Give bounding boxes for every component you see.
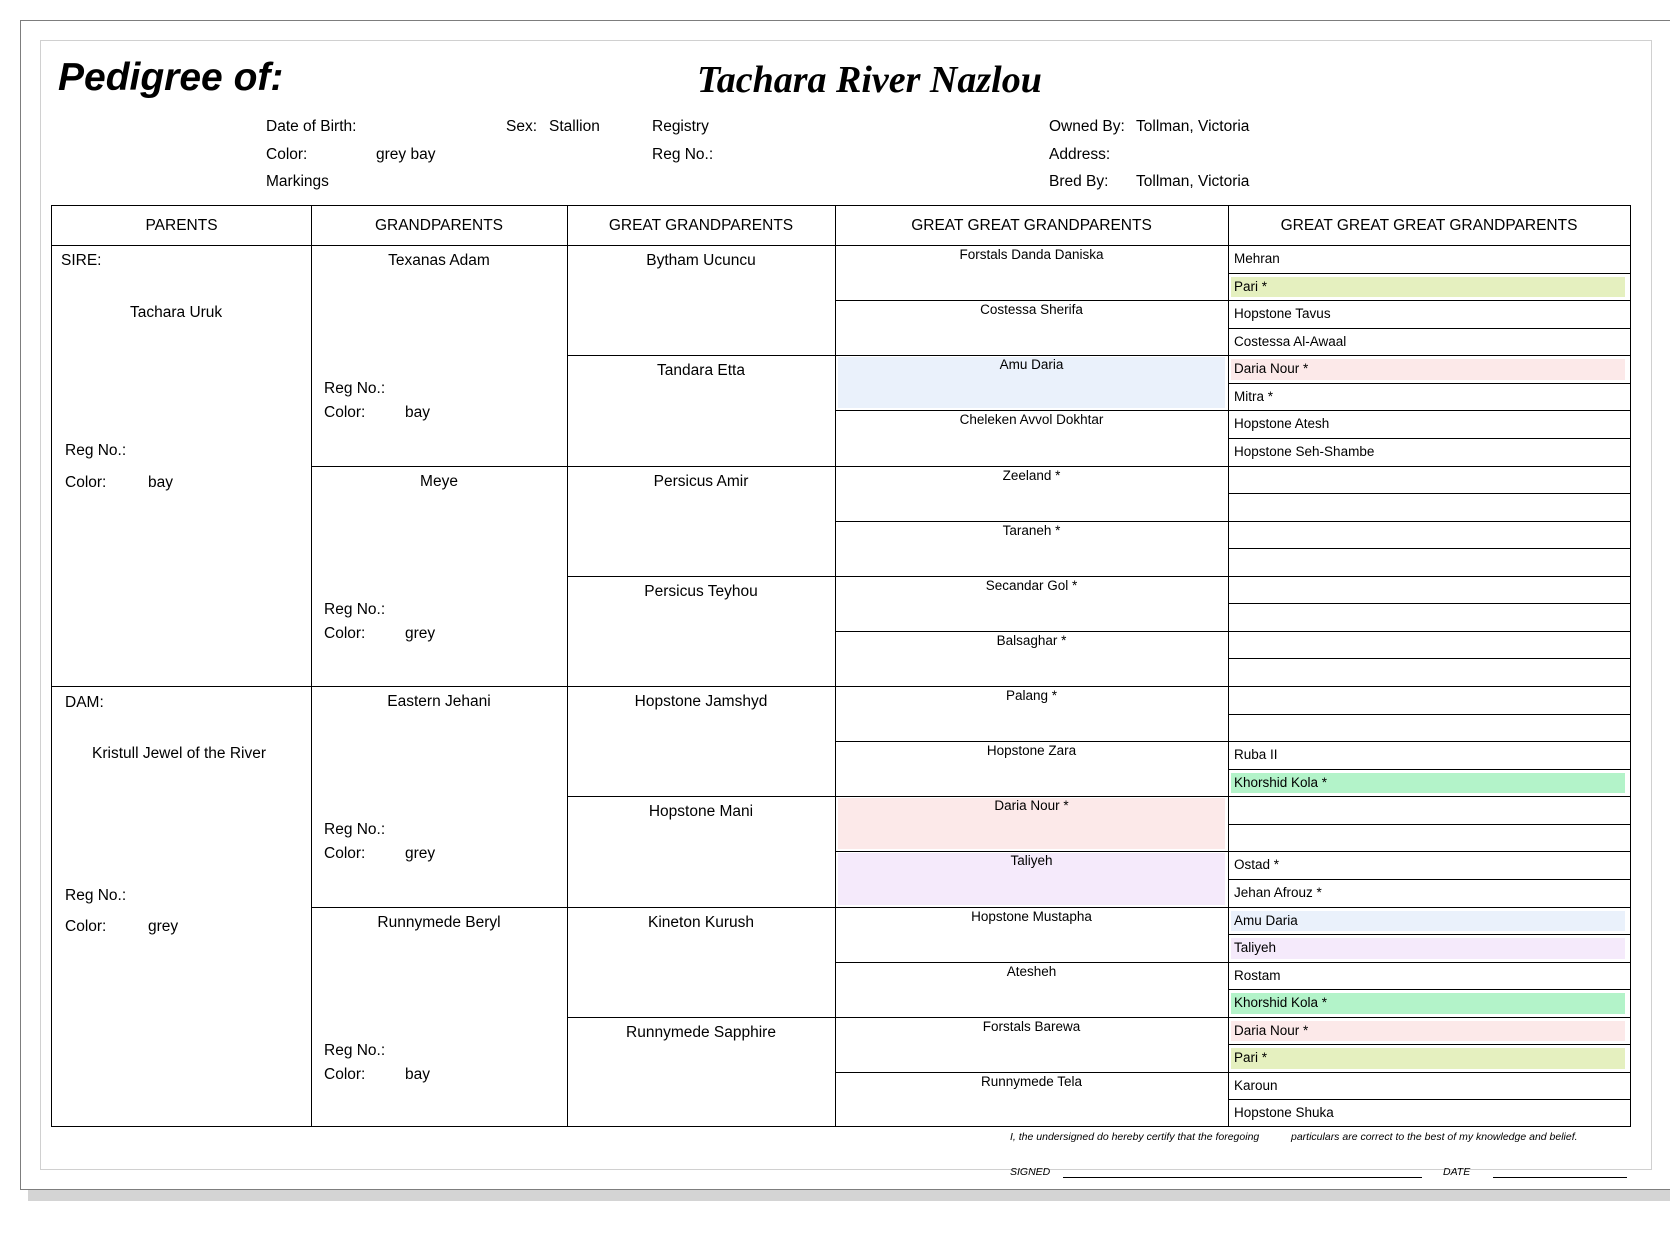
row-divider bbox=[1228, 576, 1630, 577]
row-divider bbox=[1228, 962, 1630, 963]
bred-by-label: Bred By: bbox=[1049, 173, 1109, 190]
row-divider bbox=[1228, 493, 1630, 494]
signed-label: SIGNED bbox=[1010, 1166, 1051, 1178]
dam-color-value: grey bbox=[148, 918, 179, 935]
row-divider bbox=[1228, 1017, 1630, 1018]
row-divider bbox=[1228, 1044, 1630, 1045]
row-divider bbox=[1228, 907, 1630, 908]
certify-text-2: particulars are correct to the best of my knowledge and belief. bbox=[1291, 1131, 1578, 1143]
row-divider bbox=[1228, 521, 1630, 522]
ggg-grandparent-name: Rostam bbox=[1234, 967, 1281, 983]
row-divider bbox=[1228, 466, 1630, 467]
ggg-grandparent-name: Ostad * bbox=[1234, 857, 1280, 873]
row-divider bbox=[1228, 355, 1630, 356]
sire-label: SIRE: bbox=[61, 252, 102, 269]
gg-grandparent-name: Daria Nour * bbox=[994, 798, 1069, 814]
grandparent-regno-label: Reg No.: bbox=[324, 1041, 386, 1059]
dam-name: Kristull Jewel of the River bbox=[92, 745, 267, 762]
ggg-grandparent-name: Daria Nour * bbox=[1234, 361, 1309, 377]
gg-grandparent-name: Costessa Sherifa bbox=[980, 302, 1083, 318]
gg-grandparent-name: Forstals Barewa bbox=[982, 1018, 1081, 1034]
ggg-grandparent-name: Hopstone Atesh bbox=[1234, 416, 1330, 432]
grandparent-name: Runnymede Beryl bbox=[377, 913, 501, 931]
great-grandparent-name: Persicus Teyhou bbox=[644, 582, 758, 600]
gg-grandparent-name: Hopstone Zara bbox=[986, 743, 1077, 759]
row-divider bbox=[1228, 741, 1630, 742]
grandparent-color-label: Color: bbox=[324, 404, 366, 421]
date-line[interactable] bbox=[1493, 1177, 1627, 1178]
color-label: Color: bbox=[266, 146, 308, 163]
ggg-grandparent-name: Ruba II bbox=[1234, 747, 1278, 763]
great-grandparent-name: Hopstone Jamshyd bbox=[634, 693, 768, 710]
grandparent-regno-label: Reg No.: bbox=[324, 600, 386, 618]
pedigree-title-label: Pedigree of: bbox=[58, 56, 284, 99]
address-label: Address: bbox=[1049, 146, 1111, 163]
gg-grandparent-name: Amu Daria bbox=[999, 357, 1064, 373]
row-divider bbox=[1228, 879, 1630, 880]
sire-color-value: bay bbox=[148, 474, 173, 491]
ggg-grandparent-name: Hopstone Tavus bbox=[1234, 306, 1331, 322]
markings-label: Markings bbox=[266, 173, 329, 190]
column-divider bbox=[311, 205, 312, 1127]
row-divider bbox=[1228, 989, 1630, 990]
grandparent-regno-label: Reg No.: bbox=[324, 821, 386, 838]
registry-label: Registry bbox=[652, 118, 709, 135]
header-ggg-grandparents: GREAT GREAT GREAT GRANDPARENTS bbox=[1280, 217, 1578, 234]
sire-regno-label: Reg No.: bbox=[65, 442, 127, 459]
ggg-grandparent-name: Costessa Al-Awaal bbox=[1234, 333, 1347, 349]
column-divider bbox=[835, 205, 836, 1127]
ggg-grandparent-name: Karoun bbox=[1234, 1077, 1278, 1093]
grandparent-color-label: Color: bbox=[324, 624, 366, 642]
gg-grandparent-name: Taliyeh bbox=[1010, 853, 1053, 869]
sex-label: Sex: bbox=[506, 118, 538, 135]
certify-text-1: I, the undersigned do hereby certify that the foregoing bbox=[1010, 1131, 1260, 1143]
row-divider bbox=[1228, 658, 1630, 659]
ggg-grandparent-name: Pari * bbox=[1234, 278, 1268, 294]
ggg-grandparent-name: Mitra * bbox=[1234, 388, 1274, 404]
great-grandparent-name: Tandara Etta bbox=[657, 362, 745, 380]
ggg-grandparent-name: Jehan Afrouz * bbox=[1234, 884, 1322, 900]
row-divider bbox=[1228, 714, 1630, 715]
gg-grandparent-name: Hopstone Mustapha bbox=[971, 908, 1092, 924]
grandparent-color-label: Color: bbox=[324, 845, 366, 862]
owned-by-value: Tollman, Victoria bbox=[1136, 118, 1250, 135]
column-divider bbox=[567, 205, 568, 1127]
gg-grandparent-name: Secandar Gol * bbox=[985, 577, 1078, 593]
great-grandparent-name: Hopstone Mani bbox=[648, 803, 754, 821]
grandparent-regno-label: Reg No.: bbox=[324, 380, 386, 397]
great-grandparent-name: Persicus Amir bbox=[653, 472, 749, 490]
sex-value: Stallion bbox=[549, 118, 600, 135]
gg-grandparent-name: Runnymede Tela bbox=[980, 1073, 1083, 1089]
ggg-grandparent-name: Hopstone Shuka bbox=[1234, 1105, 1334, 1121]
grandparent-name: Texanas Adam bbox=[388, 252, 490, 269]
grandparent-color-value: grey bbox=[405, 624, 436, 642]
row-divider bbox=[1228, 438, 1630, 439]
row-divider bbox=[1228, 769, 1630, 770]
dam-color-label: Color: bbox=[65, 918, 107, 935]
header-gg-grandparents: GREAT GREAT GRANDPARENTS bbox=[911, 217, 1152, 234]
grandparent-color-value: bay bbox=[405, 1065, 430, 1083]
row-divider bbox=[1228, 686, 1630, 687]
dam-regno-label: Reg No.: bbox=[65, 887, 127, 904]
ggg-grandparent-name: Mehran bbox=[1234, 251, 1280, 266]
row-divider bbox=[1228, 300, 1630, 301]
ggg-grandparent-name: Daria Nour * bbox=[1234, 1022, 1309, 1038]
great-grandparent-name: Bytham Ucuncu bbox=[646, 252, 756, 269]
signature-line[interactable] bbox=[1063, 1177, 1422, 1178]
row-divider bbox=[1228, 273, 1630, 274]
sire-color-label: Color: bbox=[65, 474, 107, 491]
gg-grandparent-name: Balsaghar * bbox=[996, 632, 1067, 648]
header-parents: PARENTS bbox=[145, 217, 218, 234]
grandparent-color-value: bay bbox=[405, 404, 430, 421]
gg-grandparent-name: Atesheh bbox=[1006, 963, 1057, 979]
ggg-grandparent-name: Khorshid Kola * bbox=[1234, 995, 1328, 1011]
ggg-grandparent-highlight bbox=[1231, 938, 1625, 959]
grandparent-color-label: Color: bbox=[324, 1065, 366, 1083]
great-grandparent-name: Kineton Kurush bbox=[648, 913, 754, 931]
horse-name: Tachara River Nazlou bbox=[697, 59, 1042, 101]
grandparent-name: Eastern Jehani bbox=[387, 693, 491, 710]
color-value: grey bay bbox=[376, 146, 436, 163]
date-label: DATE bbox=[1443, 1166, 1471, 1178]
row-divider bbox=[1228, 851, 1630, 852]
ggg-grandparent-name: Amu Daria bbox=[1234, 912, 1298, 928]
ggg-grandparent-name: Khorshid Kola * bbox=[1234, 774, 1328, 790]
row-divider bbox=[1228, 1099, 1630, 1100]
row-divider bbox=[1228, 410, 1630, 411]
row-divider bbox=[1228, 934, 1630, 935]
great-grandparent-name: Runnymede Sapphire bbox=[626, 1023, 776, 1041]
row-divider bbox=[1228, 328, 1630, 329]
row-divider bbox=[1228, 824, 1630, 825]
dam-label: DAM: bbox=[65, 694, 104, 711]
row-divider bbox=[1228, 1072, 1630, 1073]
gg-grandparent-name: Cheleken Avvol Dokhtar bbox=[959, 412, 1104, 428]
row-divider bbox=[1228, 383, 1630, 384]
header-grandparents: GRANDPARENTS bbox=[374, 217, 504, 234]
row-divider bbox=[1228, 548, 1630, 549]
header-great-grandparents: GREAT GRANDPARENTS bbox=[608, 217, 794, 234]
grandparent-color-value: grey bbox=[405, 845, 436, 862]
grandparent-name: Meye bbox=[420, 472, 458, 490]
sire-name: Tachara Uruk bbox=[130, 304, 223, 321]
gg-grandparent-name: Taraneh * bbox=[1002, 522, 1061, 538]
regno-label: Reg No.: bbox=[652, 146, 714, 163]
bred-by-value: Tollman, Victoria bbox=[1136, 173, 1250, 190]
ggg-grandparent-highlight bbox=[1231, 277, 1625, 298]
row-divider bbox=[1228, 603, 1630, 604]
row-divider bbox=[1228, 631, 1630, 632]
ggg-grandparent-highlight bbox=[1231, 1048, 1625, 1069]
row-divider bbox=[1228, 796, 1630, 797]
ggg-grandparent-name: Taliyeh bbox=[1234, 940, 1277, 956]
owned-by-label: Owned By: bbox=[1049, 118, 1125, 135]
gg-grandparent-name: Palang * bbox=[1005, 688, 1058, 703]
dob-label: Date of Birth: bbox=[266, 118, 357, 135]
gg-grandparent-name: Zeeland * bbox=[1002, 467, 1061, 483]
ggg-grandparent-name: Hopstone Seh-Shambe bbox=[1234, 443, 1375, 459]
gg-grandparent-name: Forstals Danda Daniska bbox=[959, 247, 1104, 262]
ggg-grandparent-name: Pari * bbox=[1234, 1050, 1268, 1066]
header-divider bbox=[51, 245, 1630, 246]
